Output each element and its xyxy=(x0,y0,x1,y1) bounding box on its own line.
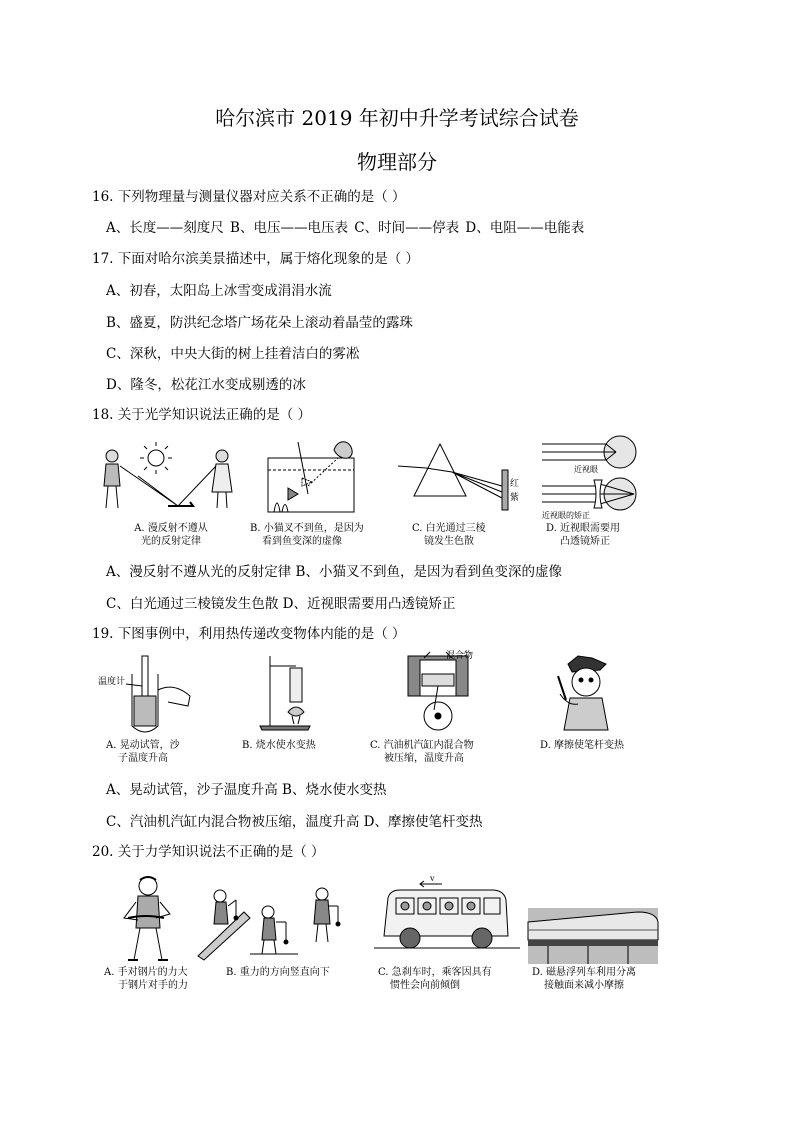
myopia-label: 近视眼 xyxy=(574,465,598,474)
q17-option-d: D、隆冬，松花江水变成剔透的冰 xyxy=(106,377,306,393)
q19-caption-a: A. 晃动试管，沙 子温度升高 xyxy=(106,740,180,764)
q16-options: A、长度——刻度尺 B、电压——电压表 C、时间——停表 D、电阻——电能表 xyxy=(106,220,585,236)
q20-caption-d: D. 磁悬浮列车利用分离 接触面来减小摩擦 xyxy=(532,967,637,991)
diffuse-reflection-figure xyxy=(98,436,248,516)
thermometer-label: 温度计 xyxy=(98,676,126,686)
q17-option-a: A、初春，太阳岛上冰雪变成涓涓水流 xyxy=(106,283,332,299)
q19-options-line2: C、汽油机汽缸内混合物被压缩，温度升高 D、摩擦使笔杆变热 xyxy=(106,814,483,830)
boiling-water-figure xyxy=(258,652,328,732)
q19-options-line1: A、晃动试管，沙子温度升高 B、烧水使水变热 xyxy=(106,782,387,798)
q17-stem: 17. 下面对哈尔滨美景描述中，属于熔化现象的是（ ） xyxy=(92,251,420,267)
test-tube-figure xyxy=(98,656,198,736)
q18-options-line2: C、白光通过三棱镜发生色散 D、近视眼需要用凸透镜矫正 xyxy=(106,596,456,612)
q18-caption-b: B. 小猫叉不到鱼，是因为 看到鱼变深的虚像 xyxy=(250,523,364,547)
q16-stem: 16. 下列物理量与测量仪器对应关系不正确的是（ ） xyxy=(92,189,406,205)
q20-caption-c: C. 急刹车时，乘客因具有 惯性会向前倾倒 xyxy=(378,967,492,991)
violet-label: 紫 xyxy=(510,492,520,502)
q18-caption-a: A. 漫反射不遵从 光的反射定律 xyxy=(134,523,208,547)
gravity-direction-figure xyxy=(198,882,348,962)
q20-caption-b: B. 重力的方向竖直向下 xyxy=(226,967,330,978)
q20-stem: 20. 关于力学知识说法不正确的是（ ） xyxy=(92,844,325,860)
mixture-label: 混合物 xyxy=(446,650,474,660)
section-title: 物理部分 xyxy=(357,150,437,174)
q19-caption-d: D. 摩擦使笔杆变热 xyxy=(540,740,625,751)
maglev-train-figure xyxy=(528,908,658,964)
bus-braking-figure xyxy=(374,873,524,960)
q18-caption-d: D. 近视眼需要用 凸透镜矫正 xyxy=(546,523,621,547)
correction-label: 近视眼的矫正 xyxy=(542,511,590,520)
exam-title: 哈尔滨市 2019 年初中升学考试综合试卷 xyxy=(215,106,579,130)
q19-stem: 19. 下图事例中，利用热传递改变物体内能的是（ ） xyxy=(92,626,406,642)
velocity-label: v xyxy=(430,873,435,883)
q19-caption-c: C. 汽油机汽缸内混合物 被压缩，温度升高 xyxy=(370,740,474,764)
engine-cylinder-figure xyxy=(400,646,500,736)
q17-option-c: C、深秋，中央大街的树上挂着洁白的雾凇 xyxy=(106,346,360,362)
q18-options-line1: A、漫反射不遵从光的反射定律 B、小猫叉不到鱼，是因为看到鱼变深的虚像 xyxy=(106,564,562,580)
q20-caption-a: A. 手对钢片的力大 于钢片对手的力 xyxy=(104,967,188,991)
steel-blade-figure xyxy=(120,874,180,966)
rubbing-pen-figure xyxy=(548,654,628,734)
cat-fish-figure xyxy=(268,438,358,516)
q19-caption-b: B. 烧水使水变热 xyxy=(242,740,316,751)
q18-stem: 18. 关于光学知识说法正确的是（ ） xyxy=(92,407,312,423)
myopia-figure xyxy=(540,434,640,520)
q18-caption-c: C. 白光通过三棱 镜发生色散 xyxy=(412,523,486,547)
q17-option-b: B、盛夏，防洪纪念塔广场花朵上滚动着晶莹的露珠 xyxy=(106,315,413,331)
prism-dispersion-figure xyxy=(398,440,518,516)
red-label: 红 xyxy=(510,478,520,488)
